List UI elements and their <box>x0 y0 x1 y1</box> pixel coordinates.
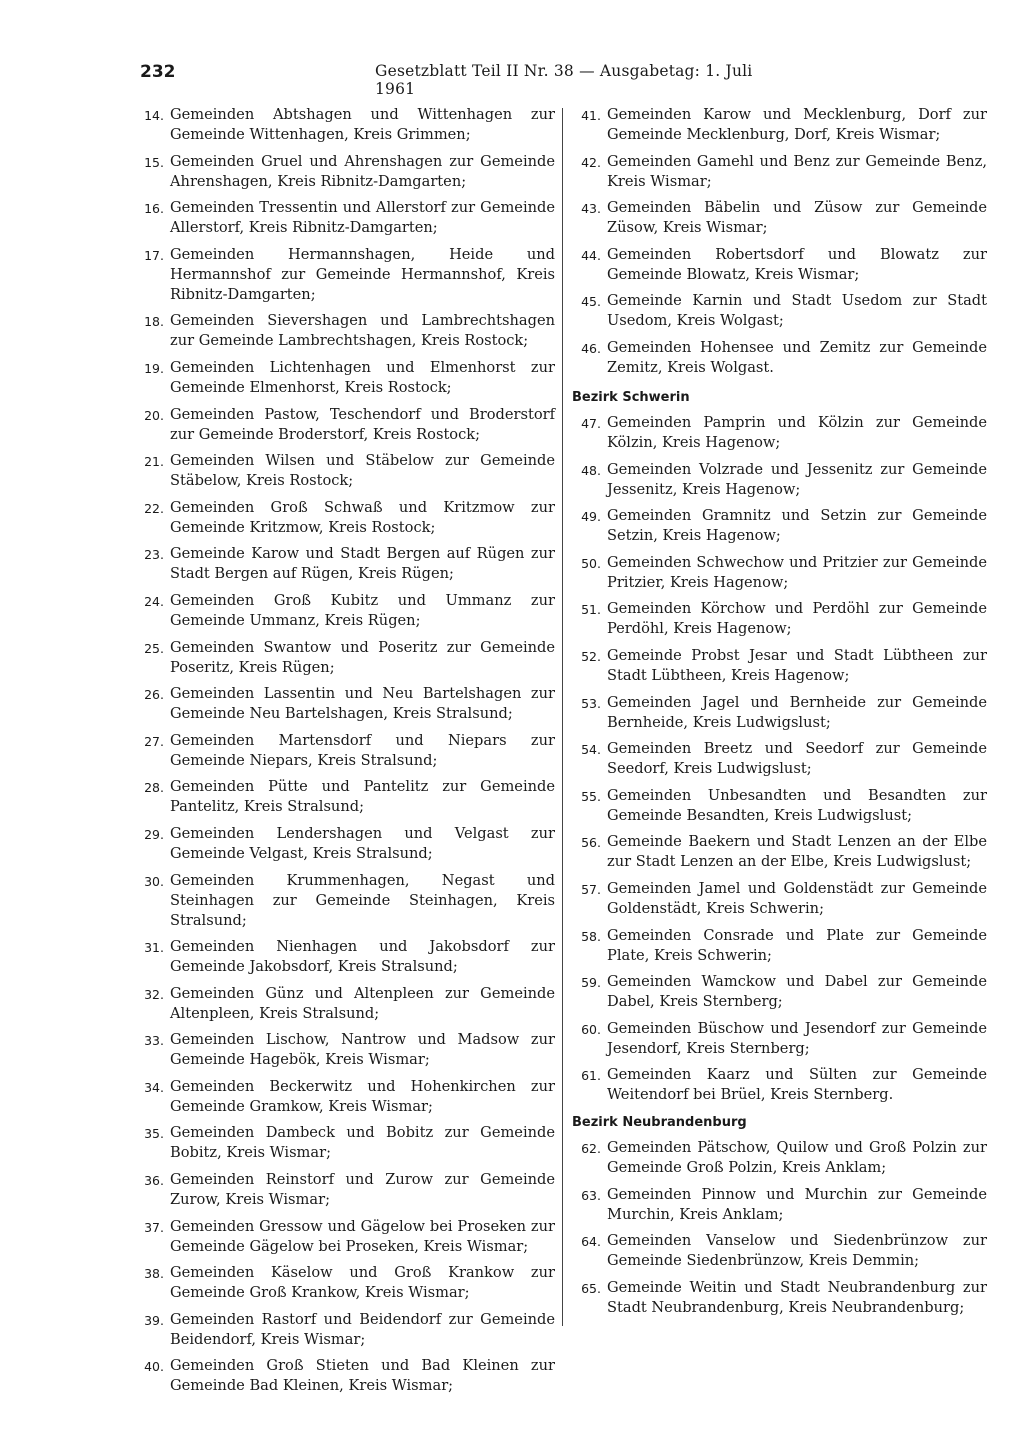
item-number: 52. <box>581 648 601 664</box>
list-item <box>567 1019 987 1059</box>
item-text: Gemeinden Abtshagen und Wittenhagen zur Gemeinde Wittenhagen, Kreis Grimmen; <box>170 106 555 143</box>
item-text: Gemeinden Groß Kubitz und Ummanz zur Gemeinde Ummanz, Kreis Rügen; <box>170 591 555 629</box>
item-number: 16. <box>144 201 164 217</box>
list-item <box>567 413 987 453</box>
item-number: 32. <box>144 986 164 1002</box>
item-text: Gemeinden Nienhagen und Jakobsdorf zur Gemeinde Jakobsdorf, Kreis Stralsund; <box>170 938 555 976</box>
list-item <box>567 506 987 546</box>
item-text: Gemeinden Reinstorf und Zurow zur Gemeinde Zurow, Kreis Wismar; <box>170 1171 555 1209</box>
list-item <box>567 832 987 872</box>
list-item <box>567 291 987 331</box>
item-text: Gemeinden Tressentin und Allerstorf zur Gemeinde Allerstorf, Kreis Ribnitz-Damgarten; <box>170 199 555 237</box>
item-number: 64. <box>581 1234 601 1250</box>
item-number: 36. <box>144 1173 164 1189</box>
list-item <box>567 879 987 919</box>
item-text: Gemeinden Lendershagen und Velgast zur Gemeinde Velgast, Kreis Stralsund; <box>170 824 555 862</box>
list-item <box>130 1077 555 1117</box>
item-text: Gemeinden Pätschow, Quilow und Groß Polzin zur Gemeinde Groß Polzin, Kreis Anklam; <box>607 1139 987 1177</box>
item-number: 61. <box>581 1068 601 1084</box>
item-number: 54. <box>581 742 601 758</box>
list-item <box>130 152 555 192</box>
item-number: 43. <box>581 201 601 217</box>
list-item <box>567 152 987 192</box>
item-text: Gemeinden Lichtenhagen und Elmenhorst zur Gemeinde Elmenhorst, Kreis Rostock; <box>170 358 555 396</box>
list-item <box>130 1263 555 1303</box>
list-item <box>130 311 555 351</box>
left-column <box>130 105 555 1396</box>
item-number: 62. <box>581 1141 601 1157</box>
item-text: Gemeinden Sievershagen und Lambrechtshagen zur Gemeinde Lambrechtshagen, Kreis Rostock; <box>170 312 555 350</box>
list-item <box>130 1030 555 1070</box>
item-text: Gemeinden Gramnitz und Setzin zur Gemeinde Setzin, Kreis Hagenow; <box>607 507 987 545</box>
item-number: 45. <box>581 294 601 310</box>
item-number: 21. <box>144 454 164 470</box>
list-item <box>130 591 555 631</box>
item-text: Gemeinden Pütte und Pantelitz zur Gemeinde Pantelitz, Kreis Stralsund; <box>170 778 555 816</box>
item-text: Gemeinden Wamckow und Dabel zur Gemeinde Dabel, Kreis Sternberg; <box>607 973 987 1011</box>
list-item <box>130 358 555 398</box>
list-item <box>130 498 555 538</box>
list-item <box>567 599 987 639</box>
list-item <box>567 1231 987 1271</box>
right-column <box>567 105 987 1318</box>
item-number: 39. <box>144 1312 164 1328</box>
item-number: 22. <box>144 500 164 516</box>
list-item <box>567 198 987 238</box>
item-text: Gemeinden Käselow und Groß Krankow zur Gemeinde Groß Krankow, Kreis Wismar; <box>170 1264 555 1302</box>
item-number: 15. <box>144 154 164 170</box>
list-item <box>130 544 555 584</box>
item-text: Gemeinden Jamel und Goldenstädt zur Gemeinde Goldenstädt, Kreis Schwerin; <box>607 879 987 917</box>
item-number: 17. <box>144 247 164 263</box>
list-item <box>567 245 987 285</box>
list-item <box>130 777 555 817</box>
page-header <box>140 62 790 98</box>
item-number: 29. <box>144 826 164 842</box>
item-text: Gemeinden Martensdorf und Niepars zur Gemeinde Niepars, Kreis Stralsund; <box>170 731 555 769</box>
item-text: Gemeinden Lassentin und Neu Bartelshagen zur Gemeinde Neu Bartelshagen, Kreis Stralsund; <box>170 685 555 723</box>
item-text: Gemeinden Wilsen und Stäbelow zur Gemeinde Stäbelow, Kreis Rostock; <box>170 452 555 490</box>
item-number: 24. <box>144 593 164 609</box>
item-text: Gemeinden Swantow und Poseritz zur Gemeinde Poseritz, Kreis Rügen; <box>170 638 555 676</box>
item-number: 53. <box>581 695 601 711</box>
item-text: Gemeinden Gamehl und Benz zur Gemeinde Benz, Kreis Wismar; <box>607 152 987 190</box>
list-item <box>130 245 555 305</box>
item-number: 23. <box>144 547 164 563</box>
list-item <box>567 338 987 378</box>
list-item <box>130 1310 555 1350</box>
list-item <box>567 693 987 733</box>
list-item <box>567 972 987 1012</box>
list-item <box>130 1123 555 1163</box>
item-text: Gemeinden Groß Schwaß und Kritzmow zur Gemeinde Kritzmow, Kreis Rostock; <box>170 498 555 536</box>
right-entries-rostock <box>567 105 987 378</box>
item-text: Gemeinden Vanselow und Siedenbrünzow zur Gemeinde Siedenbrünzow, Kreis Demmin; <box>607 1232 987 1270</box>
list-item <box>567 926 987 966</box>
item-text: Gemeinden Körchow und Perdöhl zur Gemeinde Perdöhl, Kreis Hagenow; <box>607 600 987 638</box>
item-number: 27. <box>144 733 164 749</box>
list-item <box>567 786 987 826</box>
page-number: 232 <box>140 62 176 82</box>
item-number: 14. <box>144 108 164 123</box>
item-number: 34. <box>144 1079 164 1095</box>
item-number: 50. <box>581 555 601 571</box>
item-text: Gemeinden Groß Stieten und Bad Kleinen zur Gemeinde Bad Kleinen, Kreis Wismar; <box>170 1357 555 1395</box>
item-number: 44. <box>581 247 601 263</box>
item-text: Gemeinden Beckerwitz und Hohenkirchen zur Gemeinde Gramkow, Kreis Wismar; <box>170 1077 555 1115</box>
item-text: Gemeinde Karow und Stadt Bergen auf Rügen zur Stadt Bergen auf Rügen, Kreis Rügen; <box>170 545 555 583</box>
item-number: 30. <box>144 873 164 889</box>
item-number: 38. <box>144 1266 164 1282</box>
item-text: Gemeinden Jagel und Bernheide zur Gemeinde Bernheide, Kreis Ludwigslust; <box>607 693 987 731</box>
list-item <box>130 451 555 491</box>
item-number: 51. <box>581 602 601 618</box>
item-text: Gemeinden Volzrade und Jessenitz zur Gemeinde Jessenitz, Kreis Hagenow; <box>607 460 987 498</box>
item-number: 57. <box>581 881 601 897</box>
list-item <box>130 1217 555 1257</box>
item-number: 18. <box>144 314 164 330</box>
column-divider <box>562 108 563 1326</box>
item-text: Gemeinden Breetz und Seedorf zur Gemeinde Seedorf, Kreis Ludwigslust; <box>607 740 987 778</box>
list-item <box>130 937 555 977</box>
item-number: 65. <box>581 1281 601 1297</box>
item-number: 58. <box>581 928 601 944</box>
list-item <box>567 460 987 500</box>
item-text: Gemeinde Karnin und Stadt Usedom zur Stadt Usedom, Kreis Wolgast; <box>607 292 987 330</box>
item-text: Gemeinden Consrade und Plate zur Gemeinde Plate, Kreis Schwerin; <box>607 926 987 964</box>
item-text: Gemeinden Krummenhagen, Negast und Steinhagen zur Gemeinde Steinhagen, Kreis Stralsund; <box>170 871 555 929</box>
item-number: 33. <box>144 1033 164 1049</box>
item-text: Gemeinden Lischow, Nantrow und Madsow zur Gemeinde Hagebök, Kreis Wismar; <box>170 1031 555 1069</box>
item-text: Gemeinden Hermannshagen, Heide und Hermannshof zur Gemeinde Hermannshof, Kreis Ribnitz-Damgarten; <box>170 245 555 303</box>
item-text: Gemeinden Günz und Altenpleen zur Gemeinde Altenpleen, Kreis Stralsund; <box>170 984 555 1022</box>
item-text: Gemeinden Hohensee und Zemitz zur Gemeinde Zemitz, Kreis Wolgast. <box>607 338 987 376</box>
list-item <box>567 105 987 145</box>
list-item <box>130 405 555 445</box>
list-item <box>130 1170 555 1210</box>
running-title: Gesetzblatt Teil II Nr. 38 — Ausgabetag: 1. Juli 1961 <box>375 62 753 98</box>
item-number: 59. <box>581 975 601 991</box>
item-text: Gemeinde Weitin und Stadt Neubrandenburg zur Stadt Neubrandenburg, Kreis Neubrandenburg; <box>607 1279 987 1317</box>
right-entries-neubrandenburg <box>567 1138 987 1318</box>
list-item <box>567 646 987 686</box>
item-text: Gemeinden Schwechow und Pritzier zur Gemeinde Pritzier, Kreis Hagenow; <box>607 553 987 591</box>
item-text: Gemeinden Unbesandten und Besandten zur Gemeinde Besandten, Kreis Ludwigslust; <box>607 786 987 824</box>
list-item <box>567 1185 987 1225</box>
item-text: Gemeinden Gruel und Ahrenshagen zur Gemeinde Ahrenshagen, Kreis Ribnitz-Damgarten; <box>170 152 555 190</box>
list-item <box>130 984 555 1024</box>
item-text: Gemeinden Kaarz und Sülten zur Gemeinde Weitendorf bei Brüel, Kreis Sternberg. <box>607 1066 987 1104</box>
item-number: 31. <box>144 940 164 956</box>
item-number: 35. <box>144 1126 164 1142</box>
item-text: Gemeinden Rastorf und Beidendorf zur Gemeinde Beidendorf, Kreis Wismar; <box>170 1310 555 1348</box>
item-number: 49. <box>581 509 601 525</box>
item-text: Gemeinde Baekern und Stadt Lenzen an der Elbe zur Stadt Lenzen an der Elbe, Kreis Ludwigslust; <box>607 833 987 871</box>
list-item <box>567 1138 987 1178</box>
item-number: 60. <box>581 1021 601 1037</box>
item-number: 37. <box>144 1219 164 1235</box>
item-number: 26. <box>144 687 164 703</box>
district-heading-schwerin: Bezirk Schwerin <box>572 389 690 405</box>
item-number: 40. <box>144 1359 164 1375</box>
item-number: 20. <box>144 407 164 423</box>
list-item <box>130 871 555 931</box>
item-number: 42. <box>581 154 601 170</box>
list-item <box>130 1356 555 1396</box>
item-text: Gemeinden Pinnow und Murchin zur Gemeinde Murchin, Kreis Anklam; <box>607 1185 987 1223</box>
item-number: 63. <box>581 1187 601 1203</box>
list-item <box>130 824 555 864</box>
list-item <box>567 739 987 779</box>
item-number: 55. <box>581 788 601 804</box>
item-number: 47. <box>581 415 601 431</box>
list-item <box>130 684 555 724</box>
list-item <box>567 1065 987 1105</box>
item-number: 19. <box>144 360 164 376</box>
list-item <box>130 731 555 771</box>
district-heading-neubrandenburg: Bezirk Neubrandenburg <box>572 1115 747 1131</box>
item-text: Gemeinden Büschow und Jesendorf zur Gemeinde Jesendorf, Kreis Sternberg; <box>607 1019 987 1057</box>
list-item <box>130 638 555 678</box>
item-text: Gemeinden Robertsdorf und Blowatz zur Gemeinde Blowatz, Kreis Wismar; <box>607 245 987 283</box>
right-entries-schwerin <box>567 413 987 1105</box>
item-text: Gemeinden Bäbelin und Züsow zur Gemeinde Züsow, Kreis Wismar; <box>607 199 987 237</box>
item-number: 46. <box>581 340 601 356</box>
item-number: 41. <box>581 108 601 123</box>
item-text: Gemeinden Pastow, Teschendorf und Broderstorf zur Gemeinde Broderstorf, Kreis Rostock; <box>170 405 555 443</box>
list-item <box>130 198 555 238</box>
item-number: 48. <box>581 462 601 478</box>
list-item <box>567 553 987 593</box>
item-text: Gemeinde Probst Jesar und Stadt Lübtheen zur Stadt Lübtheen, Kreis Hagenow; <box>607 646 987 684</box>
item-text: Gemeinden Karow und Mecklenburg, Dorf zur Gemeinde Mecklenburg, Dorf, Kreis Wismar; <box>607 106 987 143</box>
item-text: Gemeinden Pamprin und Kölzin zur Gemeinde Kölzin, Kreis Hagenow; <box>607 413 987 451</box>
item-number: 56. <box>581 835 601 851</box>
item-number: 25. <box>144 640 164 656</box>
list-item <box>130 105 555 145</box>
item-text: Gemeinden Gressow und Gägelow bei Proseken zur Gemeinde Gägelow bei Proseken, Kreis Wismar; <box>170 1217 555 1255</box>
item-text: Gemeinden Dambeck und Bobitz zur Gemeinde Bobitz, Kreis Wismar; <box>170 1124 555 1162</box>
list-item <box>567 1278 987 1318</box>
item-number: 28. <box>144 780 164 796</box>
